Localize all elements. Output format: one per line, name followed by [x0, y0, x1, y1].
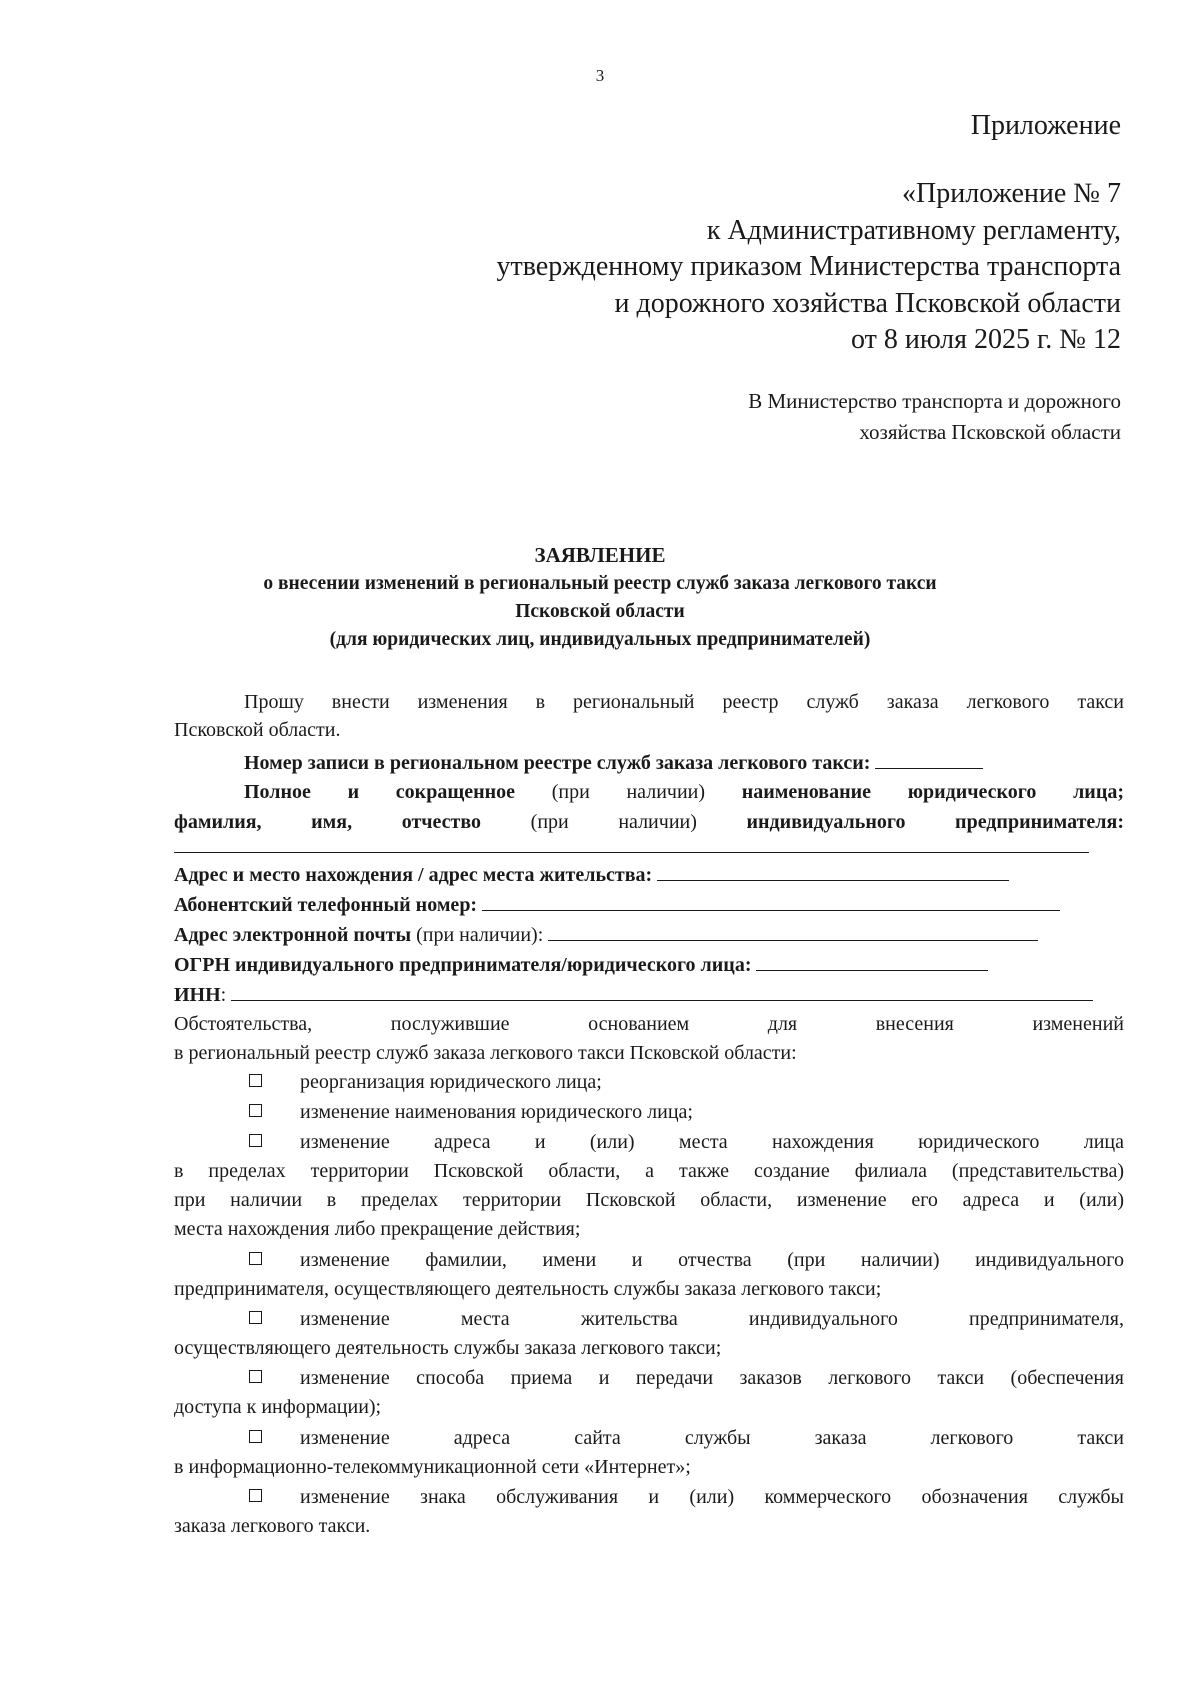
option-checkbox[interactable] — [249, 1104, 262, 1117]
phone-blank[interactable] — [482, 890, 1060, 911]
option-text-cont: места нахождения либо прекращение действия; — [174, 1218, 581, 1240]
inn-field: ИНН: — [174, 980, 1093, 1008]
address-label: Адрес и место нахождения / адрес места жительства: — [174, 864, 653, 886]
application-body — [174, 0, 1124, 1708]
record-number-blank[interactable] — [875, 748, 983, 769]
name-label: индивидуального предпринимателя: — [746, 811, 1125, 833]
phone-label: Абонентский телефонный номер: — [174, 894, 478, 916]
addressee-line: хозяйства Псковской области — [859, 420, 1121, 444]
page-number: 3 — [595, 66, 605, 85]
option-text: изменение фамилии, имени и отчества (при наличии) индивидуального — [300, 1249, 1124, 1271]
option-text-cont: предпринимателя, осуществляющего деятельность службы заказа легкового такси; — [174, 1278, 882, 1300]
option-checkbox[interactable] — [249, 1370, 262, 1383]
name-blank[interactable] — [174, 852, 1089, 853]
option-text: реорганизация юридического лица; — [300, 1071, 602, 1093]
option-item — [174, 1483, 1124, 1511]
appendix-7-line: утвержденному приказом Министерства транспорта — [496, 251, 1121, 282]
option-item — [174, 1246, 1124, 1274]
email-field — [174, 920, 1038, 948]
name-note: (при наличии) — [551, 781, 706, 803]
option-checkbox[interactable] — [249, 1430, 262, 1443]
appendix-7-line: и дорожного хозяйства Псковской области — [614, 287, 1121, 319]
circumstances-line: Обстоятельства, послужившие основанием для внесения изменений — [174, 1013, 1124, 1035]
document-subtitle: о внесении изменений в региональный реестр служб заказа легкового такси — [263, 573, 937, 594]
circumstances-line: в региональный реестр служб заказа легкового такси Псковской области: — [174, 1042, 797, 1064]
option-item — [174, 1424, 1124, 1452]
option-text-cont: заказа легкового такси. — [174, 1515, 371, 1537]
appendix-7-line: «Приложение № 7 — [902, 178, 1121, 209]
email-blank[interactable] — [548, 920, 1038, 941]
intro-line: Прошу внести изменения в региональный реестр служб заказа легкового такси — [244, 691, 1124, 713]
option-item — [174, 1128, 1124, 1156]
option-text: изменение знака обслуживания и (или) коммерческого обозначения службы — [300, 1486, 1124, 1508]
name-field-line1 — [174, 778, 1124, 806]
inn-blank[interactable] — [231, 980, 1093, 1001]
option-checkbox[interactable] — [249, 1489, 262, 1502]
option-item — [174, 1364, 1124, 1392]
email-label: Адрес электронной почты — [174, 924, 412, 946]
option-checkbox[interactable] — [249, 1252, 262, 1265]
name-label: фамилия, имя, отчество — [174, 811, 482, 833]
name-label: Полное и сокращенное — [244, 781, 516, 803]
ogrn-label: ОГРН индивидуального предпринимателя/юридического лица: — [174, 954, 752, 976]
name-label: наименование юридического лица; — [741, 781, 1125, 803]
document-subtitle: (для юридических лиц, индивидуальных предпринимателей) — [329, 629, 871, 650]
ogrn-blank[interactable] — [756, 950, 988, 971]
document-title: ЗАЯВЛЕНИЕ — [534, 543, 666, 567]
option-text-cont: при наличии в пределах территории Псковской области, изменение его адреса и (или) — [174, 1189, 1124, 1211]
appendix-7-line: от 8 июля 2025 г. № 12 — [851, 324, 1121, 355]
address-field — [174, 860, 1009, 888]
appendix-label: Приложение — [970, 110, 1121, 141]
inn-label: ИНН — [174, 984, 221, 1006]
address-blank[interactable] — [657, 860, 1009, 881]
document-subtitle: Псковской области — [515, 601, 685, 622]
option-item — [249, 1098, 693, 1126]
email-note: (при наличии): — [416, 924, 544, 946]
option-checkbox[interactable] — [249, 1074, 262, 1087]
option-text-cont: доступа к информации); — [174, 1396, 382, 1418]
option-text: изменение способа приема и передачи заказов легкового такси (обеспечения — [300, 1367, 1124, 1389]
option-text: изменение адреса сайта службы заказа легкового такси — [300, 1427, 1124, 1449]
option-checkbox[interactable] — [249, 1311, 262, 1324]
option-item — [249, 1068, 602, 1096]
option-text: изменение места жительства индивидуального предпринимателя, — [300, 1308, 1124, 1330]
appendix-7-line: к Административному регламенту, — [706, 214, 1121, 246]
option-item — [174, 1305, 1124, 1333]
option-text-cont: в информационно-телекоммуникационной сети «Интернет»; — [174, 1456, 691, 1478]
phone-field — [174, 890, 1060, 918]
name-note: (при наличии) — [530, 811, 697, 833]
option-text: изменение наименования юридического лица; — [300, 1101, 693, 1123]
option-text: изменение адреса и (или) места нахождения юридического лица — [300, 1131, 1124, 1153]
addressee-line: В Министерство транспорта и дорожного — [748, 389, 1121, 413]
name-field-line2 — [174, 808, 1124, 836]
record-number-field — [244, 748, 983, 776]
ogrn-field — [174, 950, 988, 978]
option-checkbox[interactable] — [249, 1134, 262, 1147]
option-text-cont: осуществляющего деятельность службы заказа легкового такси; — [174, 1337, 722, 1359]
intro-line: Псковской области. — [174, 719, 341, 741]
option-text-cont: в пределах территории Псковской области, а также создание филиала (представительства) — [174, 1160, 1124, 1182]
record-number-label: Номер записи в региональном реестре служб заказа легкового такси: — [244, 752, 871, 774]
